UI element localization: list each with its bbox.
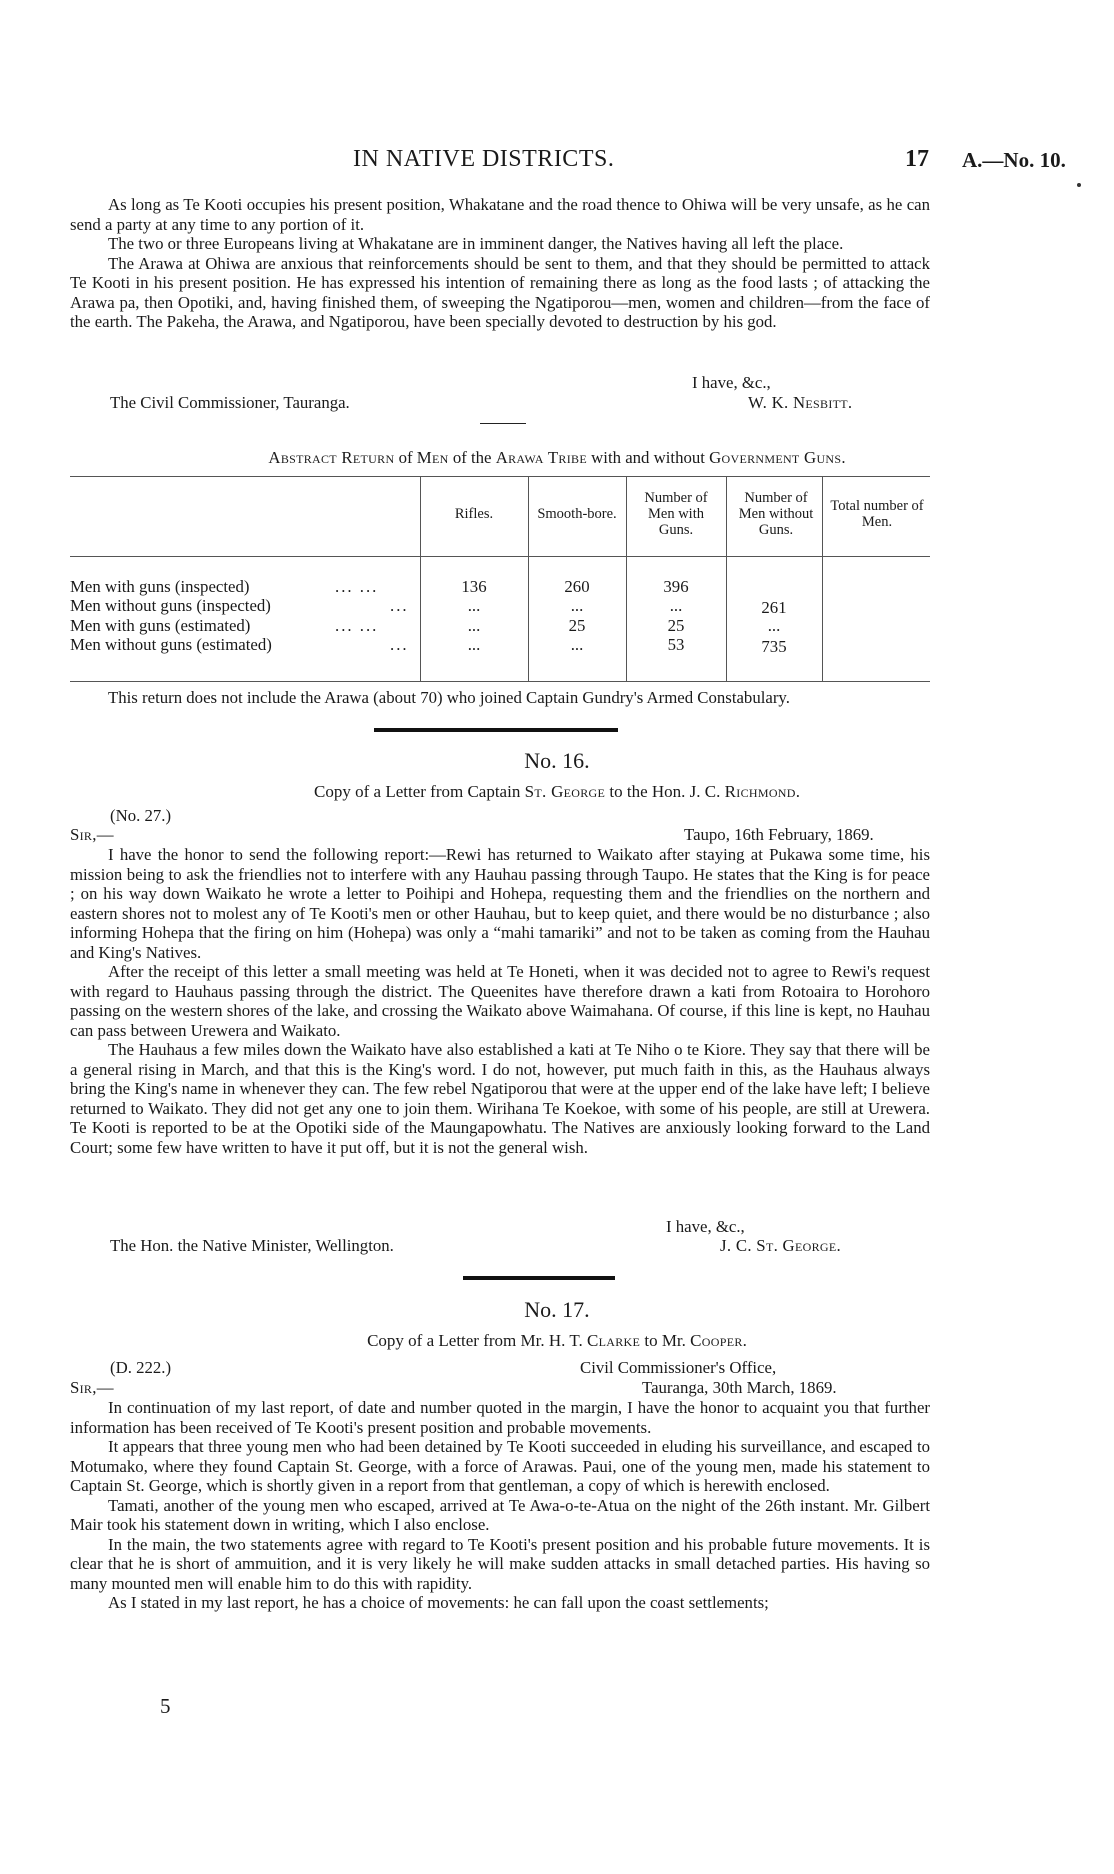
- cell-without-guns: 735: [761, 637, 787, 656]
- paragraph: In continuation of my last report, of date and number quoted in the margin, I have the honor to acquaint you that further information has been received of Te Kooti's present position and probable movements.: [70, 1398, 930, 1437]
- row-leaders: ... ...: [335, 616, 379, 635]
- divider: [480, 423, 526, 424]
- row-label: Men without guns (inspected): [70, 596, 271, 615]
- subheading-part: Clarke: [586, 1331, 641, 1350]
- no17-body: [70, 1398, 930, 1613]
- no16-body: [70, 845, 930, 1157]
- place-date: Taupo, 16th February, 1869.: [684, 825, 874, 844]
- cell-rifles: ...: [467, 616, 481, 635]
- table-title-part: of: [394, 448, 417, 467]
- cell-smoothbore: 25: [568, 616, 586, 635]
- no16-addressee: The Hon. the Native Minister, Wellington.: [110, 1236, 394, 1255]
- table-title-part: with and without: [586, 448, 710, 467]
- paper-reference: A.—No. 10.: [962, 148, 1066, 172]
- cell-without-guns: ...: [767, 616, 781, 635]
- cell-smoothbore: ...: [570, 596, 584, 615]
- cell-with-guns: ...: [669, 596, 683, 615]
- column-header-men-with-guns: Number of Men with Guns.: [644, 490, 708, 538]
- cell-rifles: 136: [461, 577, 487, 596]
- table-title-part: of the: [448, 448, 496, 467]
- table-title-part: .: [841, 448, 846, 467]
- letter-subheading-no17: [0, 1331, 1114, 1351]
- table-rule-bottom: [70, 681, 930, 682]
- row-leaders: ...: [390, 635, 409, 654]
- cell-without-guns: 261: [761, 598, 787, 617]
- subheading-part: .: [742, 1331, 747, 1350]
- letter-subheading-no16: [0, 782, 1114, 802]
- subheading-part: to Mr.: [640, 1331, 691, 1350]
- letter-top-closing: I have, &c.,: [692, 373, 771, 392]
- subheading-part: Copy of a Letter from Captain: [314, 782, 525, 801]
- table-title: [0, 448, 1114, 468]
- subheading-part: to the Hon. J. C.: [605, 782, 725, 801]
- salutation: Sir,—: [70, 1378, 114, 1397]
- cell-with-guns: 25: [667, 616, 685, 635]
- column-header-total: Total number of Men.: [830, 498, 924, 530]
- table-rule-top: [70, 476, 930, 477]
- no16-signature: J. C. St. George.: [720, 1236, 841, 1255]
- section-divider: [463, 1276, 615, 1280]
- office-line: Civil Commissioner's Office,: [580, 1358, 777, 1377]
- cell-with-guns: 53: [667, 635, 685, 654]
- row-label: Men with guns (estimated): [70, 616, 251, 635]
- subheading-part: St. George: [524, 782, 606, 801]
- table-title-part: Government Guns: [709, 448, 842, 467]
- signature-mark: 5: [160, 1694, 171, 1718]
- section-divider: [374, 728, 618, 732]
- no16-closing: I have, &c.,: [666, 1217, 745, 1236]
- cell-rifles: ...: [467, 635, 481, 654]
- cell-rifles: ...: [467, 596, 481, 615]
- cell-smoothbore: 260: [564, 577, 590, 596]
- paragraph: The Arawa at Ohiwa are anxious that reinforcements should be sent to them, and that they should be permitted to attack Te Kooti in his present position. He has expressed his intention of remaining there as long as the food lasts ; of attacking the Arawa pa, then Opotiki, and, having finished them, of sweeping the Ngatiporou—men, women and children—from the face of the earth. The Pakeha, the Arawa, and Ngatiporou, have been specially devoted to destruction by his god.: [70, 253, 930, 331]
- paragraph: As I stated in my last report, he has a choice of movements: he can fall upon the coast settlements;: [108, 1593, 769, 1612]
- table-title-part: Abstract Return: [268, 448, 395, 467]
- row-label: Men without guns (estimated): [70, 635, 272, 654]
- column-header-men-without-guns: Number of Men without Guns.: [738, 490, 814, 538]
- letter-reference: (D. 222.): [110, 1358, 172, 1377]
- section-heading-no17: No. 17.: [524, 1297, 590, 1322]
- column-header-smoothbore: Smooth-bore.: [537, 506, 617, 522]
- column-header-rifles: Rifles.: [454, 506, 494, 522]
- table-note: [70, 688, 930, 708]
- paragraph: This return does not include the Arawa (about 70) who joined Captain Gundry's Armed Constabulary.: [108, 688, 790, 707]
- paragraph: I have the honor to send the following report:—Rewi has returned to Waikato after staying at Pukawa some time, his mission being to ask the friendlies not to interfere with any Hauhau passing through Taupo. He states that the King is for peace ; on his way down Waikato he wrote a letter to Poihipi and Hohepa, requesting them and the friendlies on the northern and eastern shores not to molest any of Te Kooti's men or other Hauhau, but to keep quiet, and there would be no disturbance ; also informing Hohepa that the firing on him (Hohepa) was only a “mahi tamariki” and not to be taken as coming from the Hauhau and King's Natives.: [70, 845, 930, 962]
- row-label: Men with guns (inspected): [70, 577, 250, 596]
- subheading-part: Cooper: [690, 1331, 743, 1350]
- table-column-rule: [822, 476, 823, 682]
- place-date: Tauranga, 30th March, 1869.: [642, 1378, 837, 1397]
- paragraph: In the main, the two statements agree with regard to Te Kooti's present position and his probable future movements. It is clear that he is short of ammuition, and it is very likely he will make sudden attacks in small detached parties. His having so many mounted men will enable him to do this with rapidity.: [70, 1534, 930, 1593]
- row-leaders: ... ...: [335, 577, 379, 596]
- cell-smoothbore: ...: [570, 635, 584, 654]
- subheading-part: Copy of a Letter from Mr. H. T.: [367, 1331, 587, 1350]
- letter-top-signature: W. K. Nesbitt.: [748, 393, 853, 412]
- paragraph: Tamati, another of the young men who escaped, arrived at Te Awa-o-te-Atua on the night of the 26th instant. Mr. Gilbert Mair took his statement down in writing, which I also enclose.: [70, 1495, 930, 1534]
- margin-dot: [1077, 183, 1081, 187]
- page-number: 17: [905, 146, 929, 172]
- cell-with-guns: 396: [663, 577, 689, 596]
- running-head: [0, 146, 1114, 178]
- letter-top-body: [70, 195, 930, 332]
- running-head-title: IN NATIVE DISTRICTS.: [353, 146, 615, 172]
- letter-top-addressee: The Civil Commissioner, Tauranga.: [110, 393, 350, 412]
- paragraph: After the receipt of this letter a small meeting was held at Te Honeti, when it was decided not to agree to Rewi's request with regard to Hauhaus passing through the district. The Queenites have therefore drawn a kati from Rotoaira to Horohoro passing on the western shores of the lake, and crossing the Waikato above Waimahana. Of course, if this line is kept, no Hauhau can pass between Urewera and Waikato.: [70, 962, 930, 1040]
- salutation: Sir,—: [70, 825, 114, 844]
- table-title-part: Arawa Tribe: [495, 448, 587, 467]
- section-heading-no16: No. 16.: [524, 748, 590, 773]
- paragraph: The Hauhaus a few miles down the Waikato have also established a kati at Te Niho o te Kiore. They say that there will be a general rising in March, and that this is the King's word. I do not, however, put much faith in this, as the Hauhaus always bring the King's name in whenever they can. The few rebel Ngatiporou that were at the upper end of the lake have left; I believe returned to Waikato. They did not get any one to join them. Wirihana Te Koekoe, with some of his people, are still at Urewera. Te Kooti is reported to be at the Opotiki side of the Maungapowhatu. The Natives are anxiously looking forward to the Land Court; some few have written to have it put off, but it is not the general wish.: [70, 1040, 930, 1157]
- abstract-table: [70, 476, 930, 682]
- subheading-part: .: [795, 782, 800, 801]
- subheading-part: Richmond: [724, 782, 796, 801]
- row-leaders: ...: [390, 596, 409, 615]
- paragraph: The two or three Europeans living at Whakatane are in imminent danger, the Natives having all left the place.: [108, 234, 844, 253]
- table-title-part: Men: [416, 448, 449, 467]
- table-rule-header: [70, 556, 930, 557]
- paragraph: It appears that three young men who had been detained by Te Kooti succeeded in eluding his surveillance, and escaped to Motumako, where they found Captain St. George, with a force of Arawas. Paui, one of the young men, made his statement to Captain St. George, which is shortly given in a report from that gentleman, a copy of which is herewith enclosed.: [70, 1437, 930, 1495]
- letter-reference: (No. 27.): [110, 806, 172, 825]
- paragraph: As long as Te Kooti occupies his present position, Whakatane and the road thence to Ohiwa will be very unsafe, as he can send a party at any time to any portion of it.: [70, 195, 930, 234]
